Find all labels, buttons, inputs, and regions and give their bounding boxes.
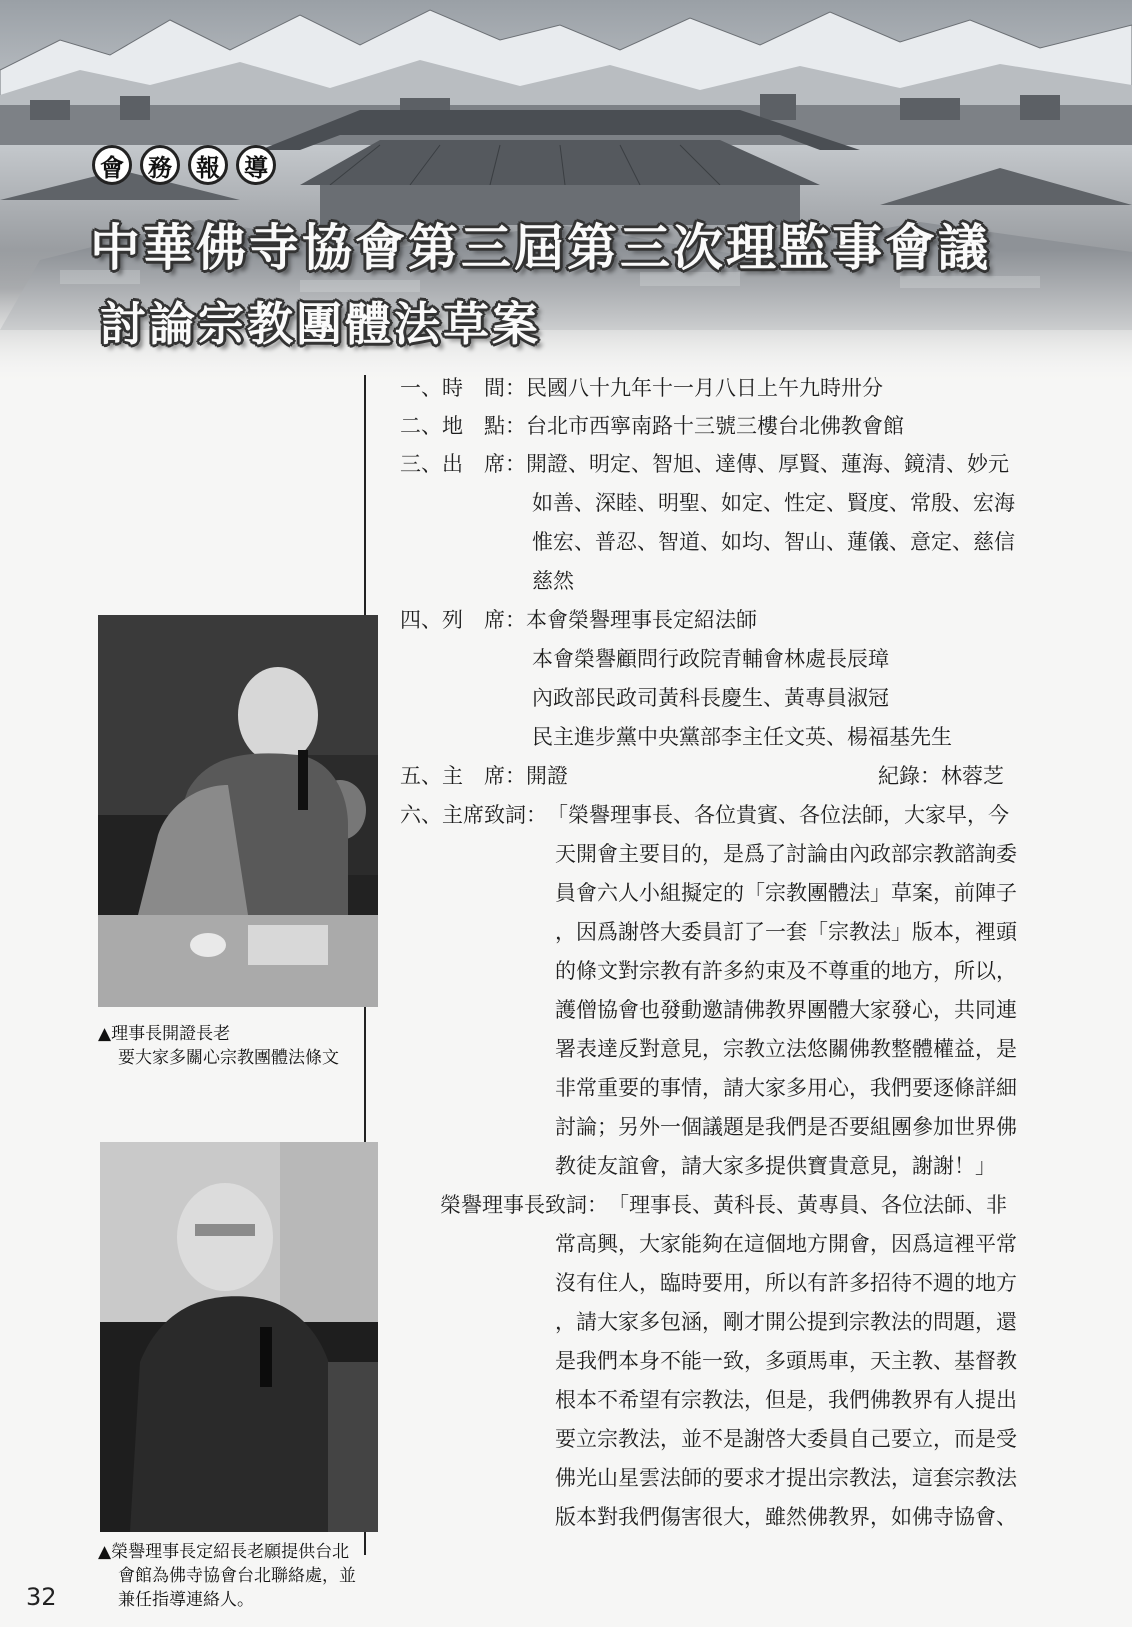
field-label: 二、地 點：: [400, 414, 526, 438]
photo-honorary-chairman: [100, 1142, 378, 1532]
field-label: 榮譽理事長致詞：: [440, 1193, 608, 1217]
chair-speech-first-line: [400, 800, 1009, 830]
observer-line: 民主進步黨中央黨部李主任文英、楊福基先生: [532, 725, 952, 749]
category-badges: [92, 145, 276, 185]
observer-line: 內政部民政司黃科長慶生、黃專員淑冠: [532, 686, 889, 710]
field-label: 紀錄：: [878, 764, 941, 788]
caption-line: 要大家多關心宗教團體法條文: [118, 1048, 339, 1068]
attendee-line: 如善、深睦、明聖、如定、性定、賢度、常殷、宏海: [532, 491, 1015, 515]
attendee-line: 慈然: [532, 569, 574, 593]
field-label: 六、主席致詞：: [400, 803, 547, 827]
meeting-time: [400, 373, 883, 403]
photo-caption-chairman: [98, 1022, 378, 1070]
attendee-line: 惟宏、普忍、智道、如均、智山、蓮儀、意定、慈信: [532, 530, 1015, 554]
speech-line: 署表達反對意見，宗教立法悠關佛教整體權益，是: [555, 1037, 1017, 1061]
speech-line: 常高興，大家能夠在這個地方開會，因爲這裡平常: [555, 1232, 1017, 1256]
meeting-observers: [400, 605, 757, 635]
field-value: 台北市西寧南路十三號三樓台北佛教會館: [526, 414, 904, 438]
header-banner: [0, 0, 1132, 385]
photo-chairman: [98, 615, 378, 1007]
speech-line: 是我們本身不能一致，多頭馬車，天主教、基督教: [555, 1349, 1017, 1373]
field-value: 開證: [526, 764, 568, 788]
photo-caption-honorary-chairman: [98, 1540, 388, 1612]
field-value: 民國八十九年十一月八日上午九時卅分: [526, 376, 883, 400]
speech-line: 根本不希望有宗教法，但是，我們佛教界有人提出: [555, 1388, 1017, 1412]
caption-line: 會館為佛寺協會台北聯絡處，並: [118, 1566, 356, 1586]
field-label: 三、出 席：: [400, 452, 526, 476]
page-number: 32: [26, 1583, 57, 1611]
category-badge: 導: [236, 145, 276, 185]
caption-line: ▲理事長開證長老: [98, 1024, 231, 1044]
speech-line: 版本對我們傷害很大，雖然佛教界，如佛寺協會、: [555, 1505, 1017, 1529]
speech-line: 要立宗教法，並不是謝啓大委員自己要立，而是受: [555, 1427, 1017, 1451]
speech-line: 非常重要的事情，請大家多用心，我們要逐條詳細: [555, 1076, 1017, 1100]
honorary-speech-first-line: [440, 1190, 1007, 1220]
field-label: 四、列 席：: [400, 608, 526, 632]
meeting-attendees: [400, 449, 1009, 479]
observer-line: 本會榮譽顧問行政院青輔會林處長辰璋: [532, 647, 889, 671]
category-badge: 報: [188, 145, 228, 185]
field-value: 本會榮譽理事長定紹法師: [526, 608, 757, 632]
speech-line: 討論；另外一個議題是我們是否要組團參加世界佛: [555, 1115, 1017, 1139]
speech-line: ，因爲謝啓大委員訂了一套「宗教法」版本，裡頭: [555, 920, 1017, 944]
article-title: 中華佛寺協會第三屆第三次理監事會議: [90, 219, 991, 277]
speech-line: 教徒友誼會，請大家多提供寶貴意見，謝謝！」: [555, 1154, 996, 1178]
meeting-chair: [400, 761, 568, 791]
speech-text: 「榮譽理事長、各位貴賓、各位法師，大家早，今: [547, 803, 1009, 827]
speech-line: 員會六人小組擬定的「宗教團體法」草案，前陣子: [555, 881, 1017, 905]
field-value: 開證、明定、智旭、達傳、厚賢、蓮海、鏡清、妙元: [526, 452, 1009, 476]
speech-line: 的條文對宗教有許多約束及不尊重的地方，所以，: [555, 959, 1017, 983]
speech-line: 佛光山星雲法師的要求才提出宗教法，這套宗教法: [555, 1466, 1017, 1490]
speech-line: 沒有住人，臨時要用，所以有許多招待不週的地方: [555, 1271, 1017, 1295]
field-label: 五、主 席：: [400, 764, 526, 788]
speech-text: 「理事長、黃科長、黃專員、各位法師、非: [608, 1193, 1007, 1217]
article-subtitle: 討論宗教團體法草案: [100, 297, 541, 351]
meeting-place: [400, 411, 904, 441]
speech-line: 護僧協會也發動邀請佛教界團體大家發心，共同連: [555, 998, 1017, 1022]
field-value: 林蓉芝: [941, 764, 1004, 788]
caption-line: ▲榮譽理事長定紹長老願提供台北: [98, 1542, 350, 1562]
meeting-recorder: [878, 761, 1004, 791]
speech-line: 天開會主要目的，是爲了討論由內政部宗教諮詢委: [555, 842, 1017, 866]
category-badge: 務: [140, 145, 180, 185]
caption-line: 兼任指導連絡人。: [118, 1590, 254, 1610]
category-badge: 會: [92, 145, 132, 185]
field-label: 一、時 間：: [400, 376, 526, 400]
speech-line: ，請大家多包涵，剛才開公提到宗教法的問題，還: [555, 1310, 1017, 1334]
